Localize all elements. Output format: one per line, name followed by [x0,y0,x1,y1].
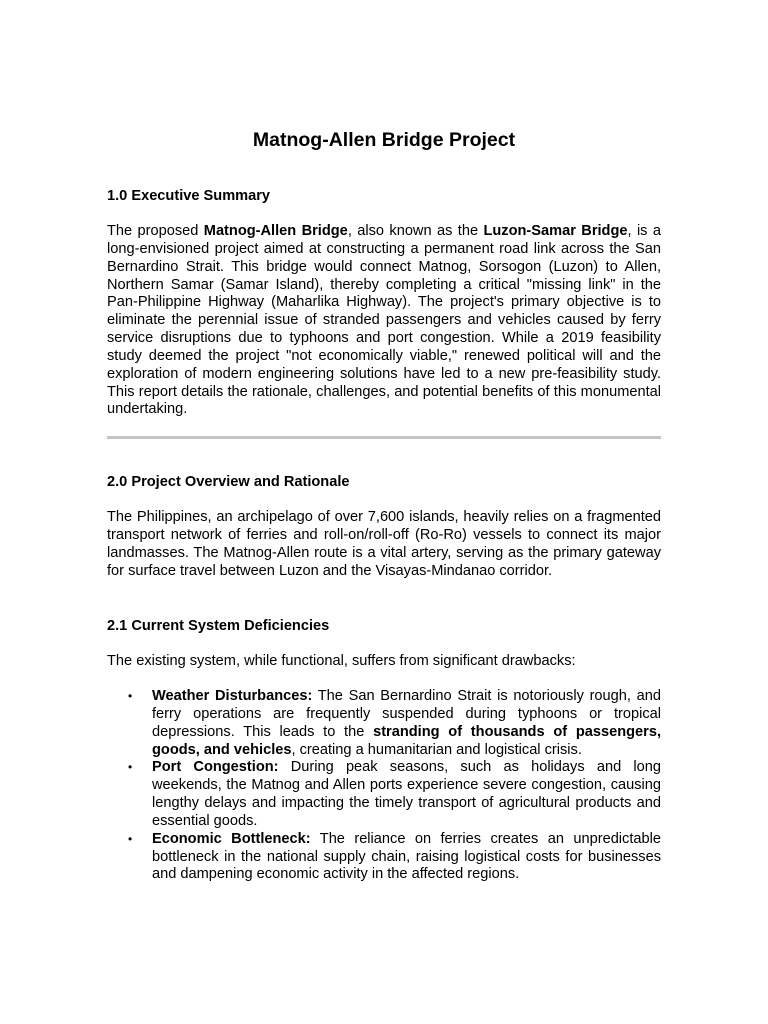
deficiencies-list [107,688,661,884]
summary-text-rest: , is a long-envisioned project aimed at constructing a permanent road link across the San Bernardino Strait. This bridge would connect Matnog, Sorsogon (Luzon) to Allen, Northern Samar (Samar Island), thereby completing a critical "missing link" in the Pan-Philippine Highway (Maharlika Highway). The project's primary objective is to eliminate the perennial issue of stranded passengers and vehicles caused by ferry service disruptions due to typhoons and port congestion. While a 2019 feasibility study deemed the project "not economically viable," renewed political will and the exploration of modern engineering solutions have led to a new pre-feasibility study. This report details the rationale, challenges, and potential benefits of this monumental undertaking. [107,223,661,418]
section-heading-deficiencies: 2.1 Current System Deficiencies [107,618,330,634]
bullet-glyph: • [128,831,133,846]
bullet-glyph: • [128,689,133,703]
list-item-label: Weather Disturbances: [152,688,313,704]
section-divider [107,436,661,439]
section-heading-project-overview: 2.0 Project Overview and Rationale [107,474,350,490]
project-overview-paragraph: The Philippines, an archipelago of over 7,600 islands, heavily relies on a fragmented transport network of ferries and roll-on/roll-off (Ro-Ro) vessels to connect its major landmasses. The Matnog-Allen route is a vital artery, serving as the primary gateway for surface travel between Luzon and the Visayas-Mindanao corridor. [107,509,661,579]
document-title: Matnog-Allen Bridge Project [252,129,516,151]
bullet-glyph: • [128,760,133,775]
list-item-text: The San Bernardino Strait is notoriously rough, and ferry operations are frequently suspended during typhoons or tropical depressions. This leads to the [152,688,661,740]
list-item-text: During peak seasons, such as holidays and long weekends, the Matnog and Allen ports experience severe congestion, causing lengthy delays and impacting the timely transport of agricultural products and essential goods. [152,759,661,829]
summary-bold-bridge-name: Matnog-Allen Bridge [203,223,348,239]
executive-summary-paragraph [107,223,661,419]
list-item-bold-text: stranding of thousands of passengers, goods, and vehicles [152,723,662,758]
list-item-weather [107,688,661,759]
list-item-text: The reliance on ferries creates an unpredictable bottleneck in the national supply chain, raising logistical costs for businesses and dampening economic activity in the affected regions. [152,830,661,883]
summary-text-mid: , also known as the [347,223,484,239]
list-item-label: Port Congestion: [152,759,279,776]
list-item-economic-bottleneck [107,831,661,885]
deficiencies-intro: The existing system, while functional, suffers from significant drawbacks: [107,653,576,669]
list-item-port-congestion [107,759,661,830]
list-item-text-after: , creating a humanitarian and logistical crisis. [291,741,582,758]
summary-bold-alt-name: Luzon-Samar Bridge [483,223,628,239]
summary-text-intro: The proposed [107,223,204,239]
section-heading-executive-summary: 1.0 Executive Summary [107,188,271,204]
list-item-label: Economic Bottleneck: [152,830,311,847]
